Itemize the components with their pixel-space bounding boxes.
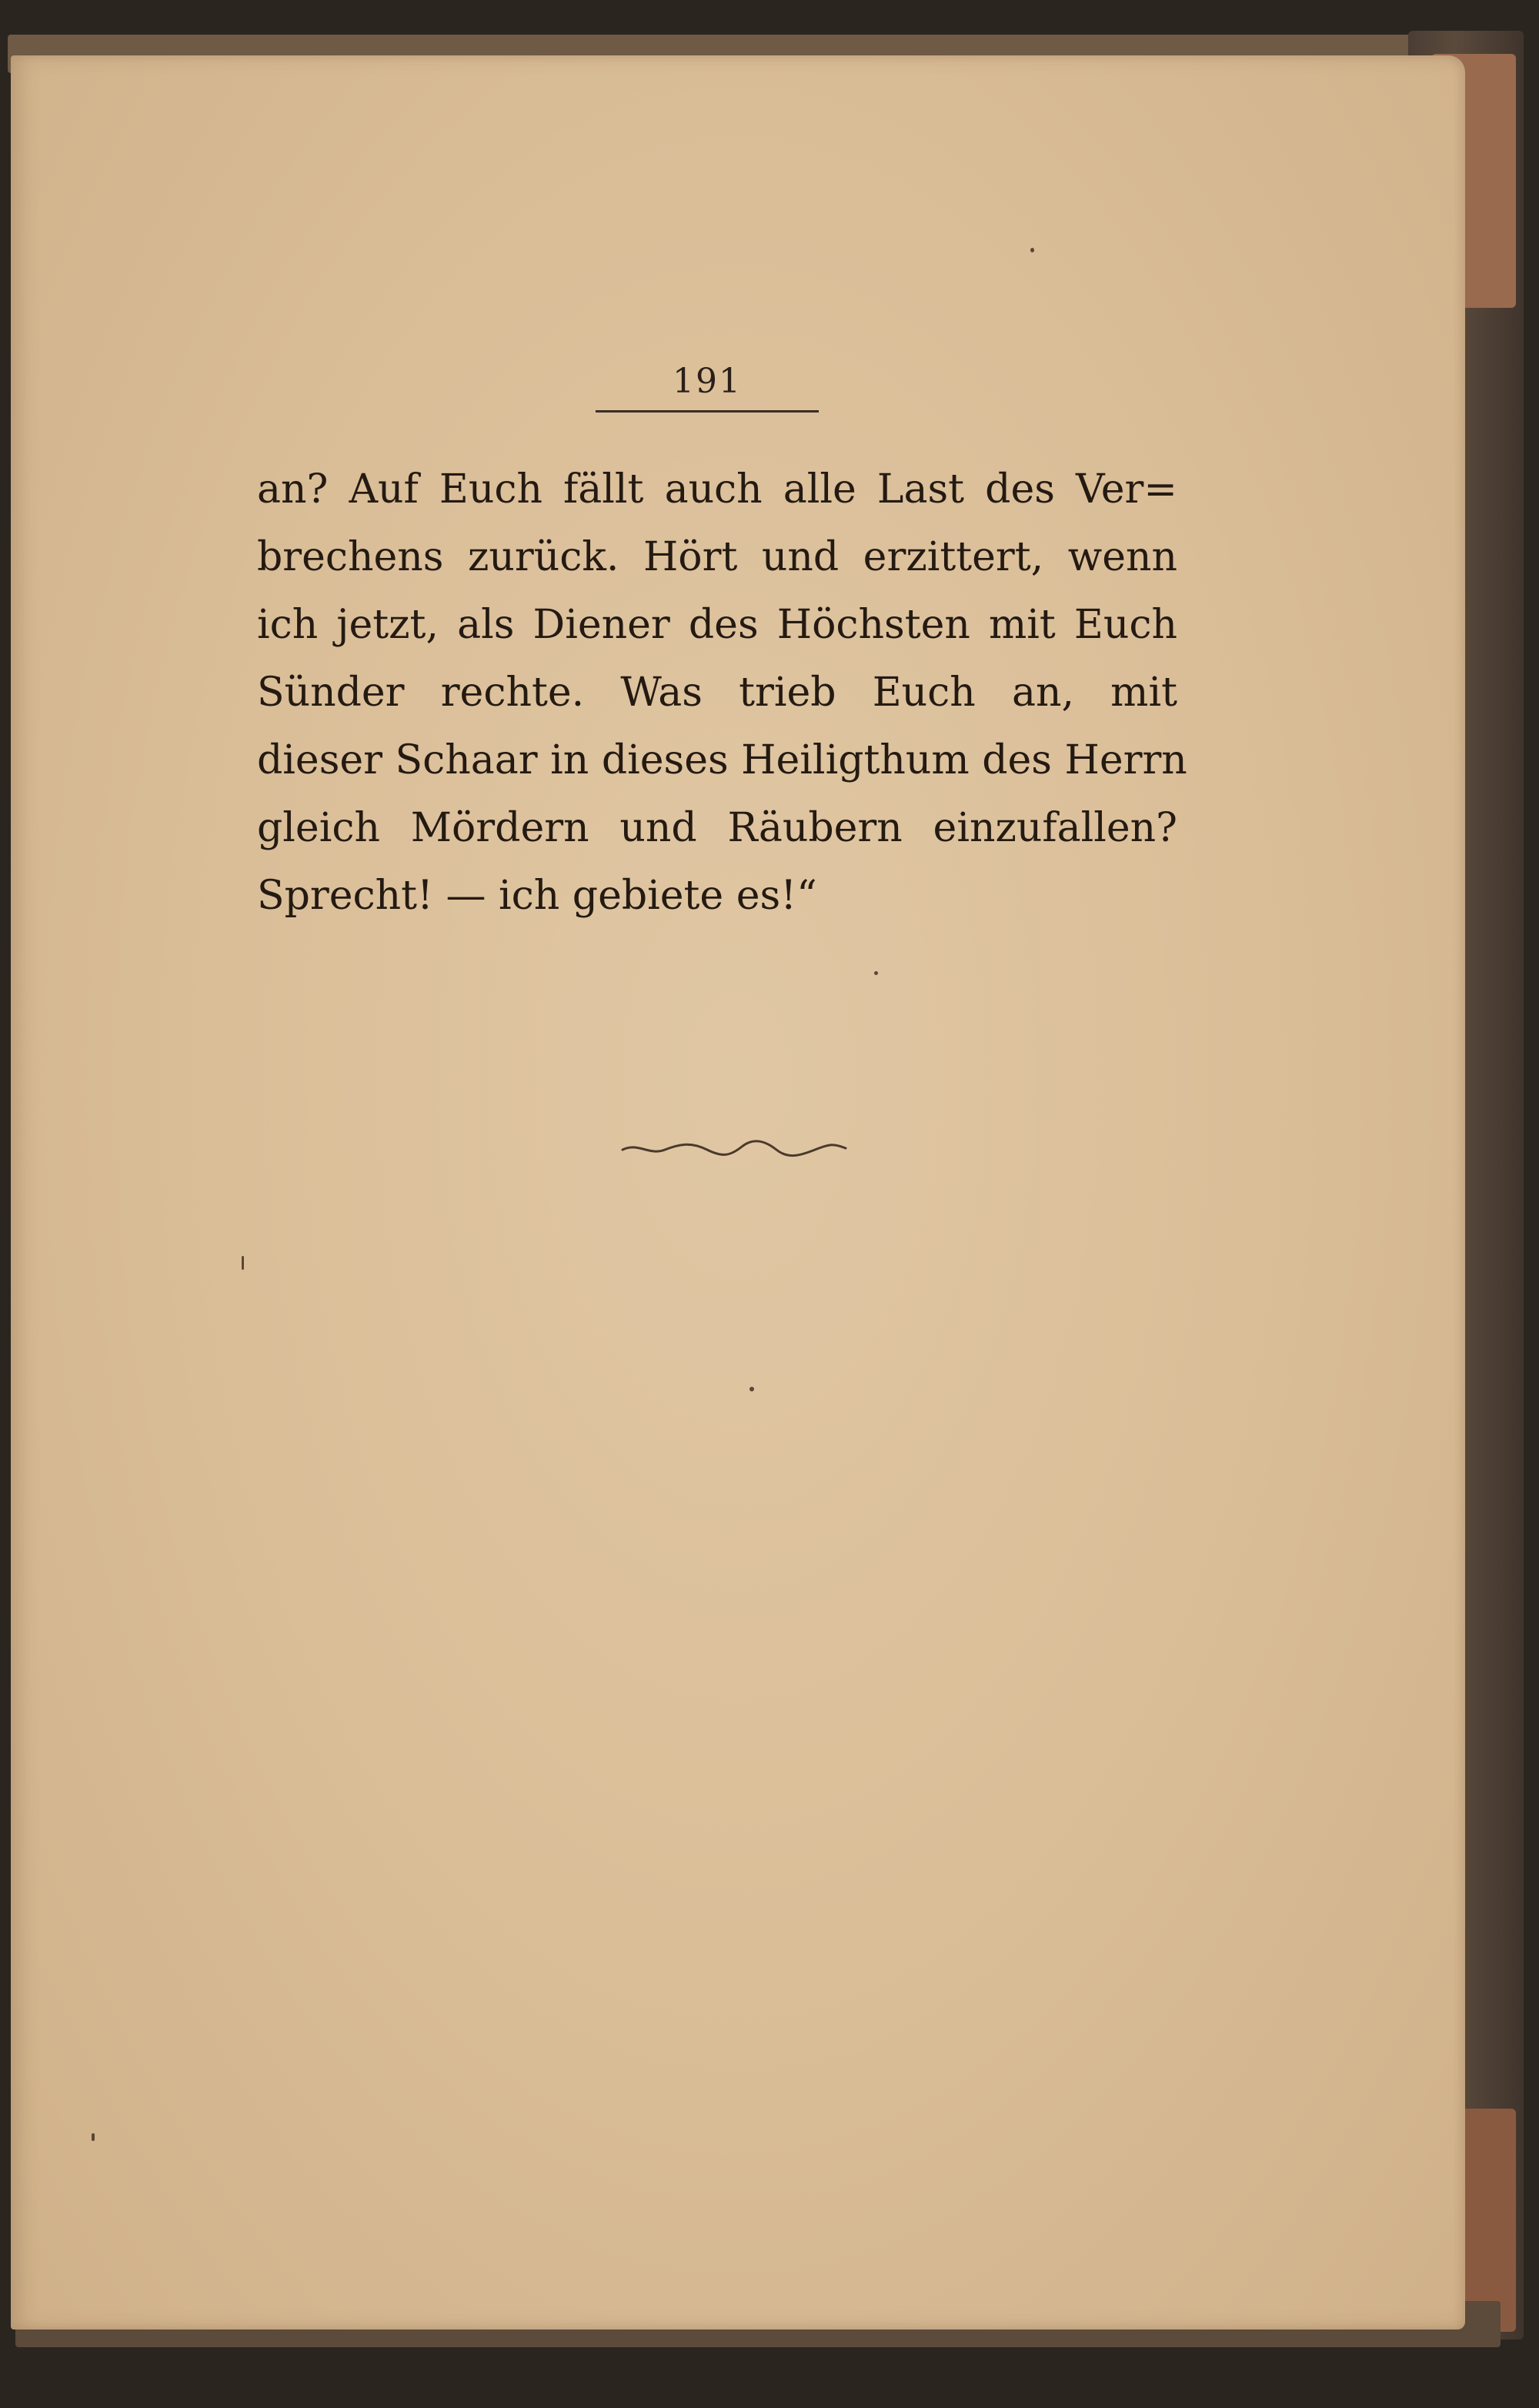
ornament-flourish [619,1133,850,1164]
header-rule [596,410,819,412]
book-page [11,55,1465,2330]
paper-speck [1030,248,1034,252]
text-line: Sprecht! — ich gebiete es!“ [257,873,817,919]
paper-speck [749,1387,754,1391]
text-line: Sünder rechte. Was trieb Euch an, mit [257,670,1177,716]
paper-speck [92,2133,95,2141]
text-line: dieser Schaar in dieses Heiligthum des Herrn [257,737,1187,783]
body-text [257,456,1187,930]
paper-speck [242,1256,244,1270]
page-number: 191 [673,362,742,401]
text-line: gleich Mördern und Räubern einzufallen? [257,805,1177,851]
paper-speck [874,971,878,975]
text-line: an? Auf Euch fällt auch alle Last des Ver= [257,466,1177,513]
text-line: brechens zurück. Hört und erzittert, wenn [257,534,1177,580]
text-line: ich jetzt, als Diener des Höchsten mit Euch [257,602,1177,648]
